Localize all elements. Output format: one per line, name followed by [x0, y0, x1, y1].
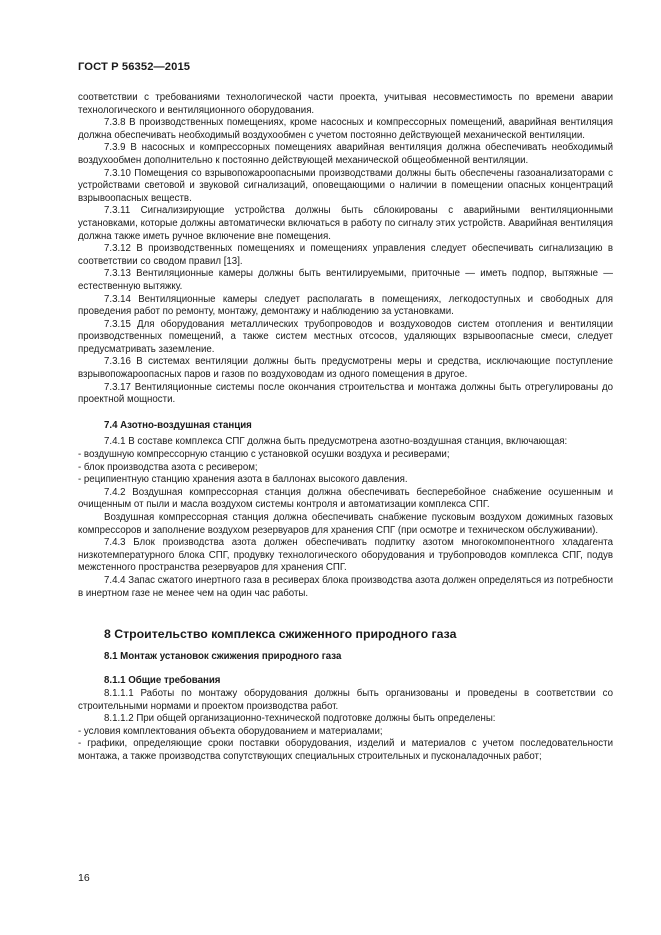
paragraph: 7.4.2 Воздушная компрессорная станция должна обеспечивать бесперебойное снабжение осушенным и очищенным от пыли и масла воздухом системы контроля и автоматизации комплекса СПГ. — [78, 486, 613, 511]
list-item: - графики, определяющие сроки поставки оборудования, изделий и материалов с учетом последовательности монтажа, а также производства сопутствующих специальных строительных и пусконаладочных работ; — [78, 738, 613, 762]
document-header: ГОСТ Р 56352—2015 — [78, 61, 191, 73]
list-item: - реципиентную станцию хранения азота в баллонах высокого давления. — [78, 474, 408, 486]
section-heading-7-4: 7.4 Азотно-воздушная станция — [104, 419, 252, 431]
paragraph: 7.3.10 Помещения со взрывопожароопасными производствами должны быть обеспечены газоанализаторами с устройствами световой и звуковой сигнализаций, оповещающими о наличии в помещении опасных концентраций взрывоопасных веществ. — [78, 167, 613, 204]
paragraph: 7.3.16 В системах вентиляции должны быть предусмотрены меры и средства, исключающие поступление взрывопожароопасных паров и газов по воздуховодам из одного помещения в другое. — [78, 356, 613, 381]
list-item: - воздушную компрессорную станцию с установкой осушки воздуха и ресиверами; — [78, 449, 450, 461]
page-number: 16 — [78, 872, 90, 884]
paragraph: 7.4.4 Запас сжатого инертного газа в ресиверах блока производства азота должен определяться из потребности в инертном газе не менее чем на один час работы. — [78, 574, 613, 599]
paragraph: соответствии с требованиями технологической части проекта, учитывая несовместимость по времени аварии технологического и вентиляционного оборудования. — [78, 92, 613, 116]
paragraph: 7.3.11 Сигнализирующие устройства должны быть сблокированы с аварийными вентиляционными установками, которые должны автоматически включаться в работу по сигналу этих устройств. Аварийная вентиляция должна также иметь ручное включение вне помещения. — [78, 205, 613, 242]
paragraph: 7.3.17 Вентиляционные системы после окончания строительства и монтажа должны быть отрегулированы до проектной мощности. — [78, 381, 613, 406]
paragraph: 8.1.1.2 При общей организационно-технической подготовке должны быть определены: — [104, 713, 496, 725]
paragraph: 7.3.14 Вентиляционные камеры следует располагать в помещениях, легкодоступных и свободных для проведения работ по ремонту, монтажу, демонтажу и наблюдению за установками. — [78, 293, 613, 318]
paragraph: 7.3.13 Вентиляционные камеры должны быть вентилируемыми, приточные — иметь подпор, вытяжные — естественную вытяжку. — [78, 268, 613, 292]
paragraph: 7.4.1 В составе комплекса СПГ должна быть предусмотрена азотно-воздушная станция, включающая: — [104, 436, 568, 448]
list-item: - условия комплектования объекта оборудованием и материалами; — [78, 725, 383, 737]
paragraph: 7.3.8 В производственных помещениях, кроме насосных и компрессорных помещений, аварийная вентиляция должна обеспечивать необходимый воздухообмен с учетом постоянно действующей механической вентиляции. — [78, 117, 613, 141]
paragraph: Воздушная компрессорная станция должна обеспечивать снабжение пусковым воздухом дожимных газовых компрессоров и заполнение воздухом резервуаров для хранения СПГ (при осмотре и техническом обслуживании). — [78, 512, 613, 536]
paragraph: 7.3.12 В производственных помещениях и помещениях управления следует обеспечивать сигнализацию в соответствии со сводом правил [13]. — [78, 243, 613, 267]
section-heading-8-1: 8.1 Монтаж установок сжижения природного газа — [104, 650, 342, 662]
section-heading-8-1-1: 8.1.1 Общие требования — [104, 675, 221, 687]
paragraph: 7.3.9 В насосных и компрессорных помещениях аварийная вентиляция должна обеспечивать необходимый воздухообмен дополнительно к постоянно действующей механической общеобменной вентиляции. — [78, 142, 613, 166]
section-heading-8: 8 Строительство комплекса сжиженного природного газа — [104, 627, 457, 642]
list-item: - блок производства азота с ресивером; — [78, 461, 258, 473]
paragraph: 8.1.1.1 Работы по монтажу оборудования должны быть организованы и проведены в соответствии со строительными нормами и проектом производства работ. — [78, 687, 613, 712]
document-body — [78, 92, 613, 764]
paragraph: 7.4.3 Блок производства азота должен обеспечивать подпитку азотом многокомпонентного хладагента низкотемпературного блока СПГ, продувку технологического оборудования и трубопроводов комплекса СПГ, подув межстенного пространства резервуаров для хранения СПГ. — [78, 537, 613, 574]
paragraph: 7.3.15 Для оборудования металлических трубопроводов и воздуховодов систем отопления и вентиляции производственных помещений, а также систем местных отсосов, удаляющих взрывоопасные смеси, следует предусматривать заземление. — [78, 318, 613, 355]
